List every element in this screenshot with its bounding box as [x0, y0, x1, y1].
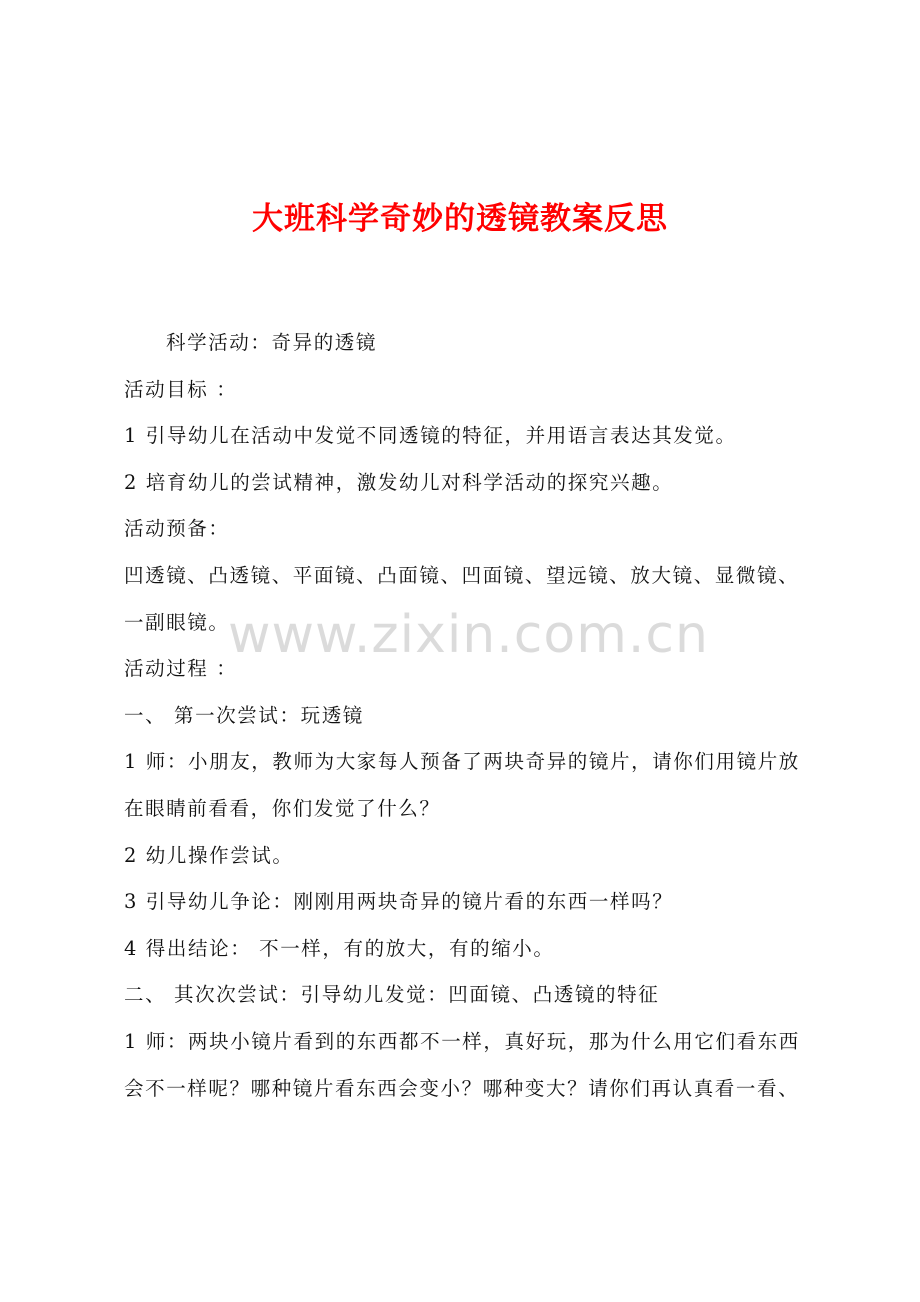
- text-line: 1 师：两块小镜片看到的东西都不一样，真好玩，那为什么用它们看东西: [124, 1029, 800, 1053]
- text-line: 3 引导幼儿争论：刚刚用两块奇异的镜片看的东西一样吗？: [124, 890, 674, 914]
- text-line: 一、 第一次尝试：玩透镜: [124, 703, 364, 727]
- text-line: 在眼睛前看看，你们发觉了什么？: [124, 796, 441, 820]
- text-line: 活动预备：: [124, 517, 230, 541]
- text-line: 凹透镜、凸透镜、平面镜、凸面镜、凹面镜、望远镜、放大镜、显微镜、: [124, 563, 800, 587]
- text-line: 2 幼儿操作尝试。: [124, 843, 294, 867]
- text-line: 1 引导幼儿在活动中发觉不同透镜的特征，并用语言表达其发觉。: [124, 424, 737, 448]
- text-line: 活动目标 ：: [124, 377, 238, 401]
- text-line: 1 师：小朋友，教师为大家每人预备了两块奇异的镜片，请你们用镜片放: [124, 750, 800, 774]
- text-line: 一副眼镜。: [124, 610, 230, 634]
- document-body: [124, 320, 824, 1112]
- text-line: 科学活动：奇异的透镜: [166, 331, 378, 354]
- text-line: 2 培育幼儿的尝试精神，激发幼儿对科学活动的探究兴趣。: [124, 470, 674, 494]
- text-line: 会不一样呢？哪种镜片看东西会变小？哪种变大？请你们再认真看一看、: [124, 1076, 800, 1100]
- document-title: 大班科学奇妙的透镜教案反思: [252, 201, 668, 237]
- text-line: 二、 其次次尝试：引导幼儿发觉：凹面镜、凸透镜的特征: [124, 983, 660, 1007]
- watermark-text: www.zixin.com.cn: [228, 605, 709, 665]
- text-line: 4 得出结论： 不一样，有的放大，有的缩小。: [124, 936, 555, 960]
- text-line: 活动过程 ：: [124, 657, 238, 681]
